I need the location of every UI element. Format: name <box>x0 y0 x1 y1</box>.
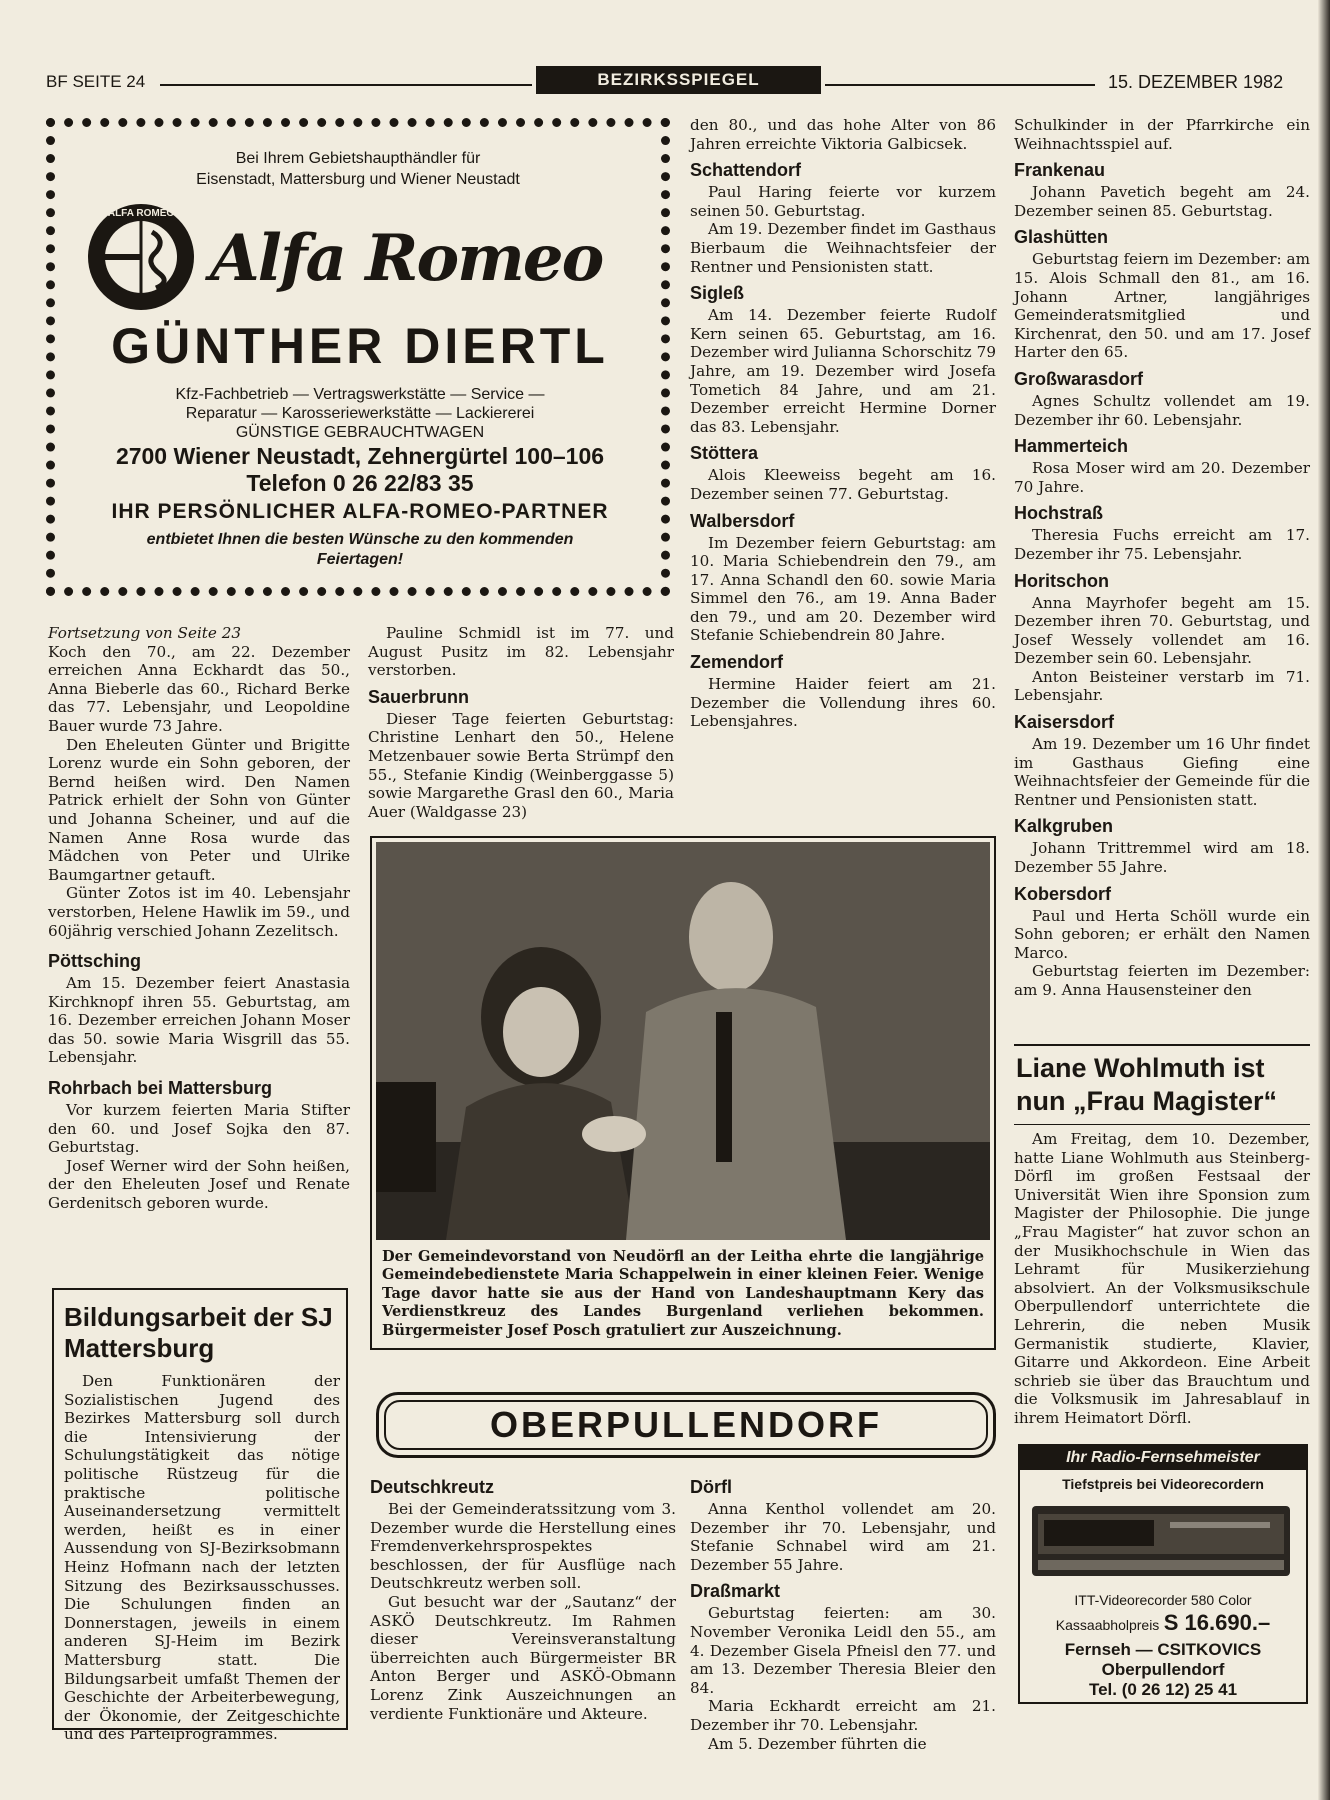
op-p1: Bei der Gemeinderatssitzung vom 3. Dezember wurde die Herstellung eines Fremdenverkehrsprospektes beschlossen, der für Ausflüge nach Deutschkreutz werben soll. <box>370 1500 676 1593</box>
liane-paragraph: Am Freitag, dem 10. Dezember, hatte Liane Wohlmuth aus Steinberg-Dörfl im großen Festsaal der Universität Wien ihre Sponsion zum Magister der Philosophie. Die junge „Frau Magister“ hat zuvor schon an der Musikhochschule in Wien das Lehramt für Musikerziehung absolviert. An der Volksmusikschule Oberpullendorf unterrichtete die Lehrerin, die neben Musik Germanistik studierte, Klavier, Gitarre und Akkordeon. Eine Arbeit schrieb sie über das Brauchtum und die Volksmusik im Jahresablauf in ihrem Heimatort Dörfl. <box>1014 1130 1310 1427</box>
col3-p7: Hermine Haider feiert am 21. Dezember die Vollendung ihres 60. Lebensjahres. <box>690 675 996 731</box>
oberpullendorf-col-a <box>370 1476 676 1723</box>
radio-ad-model: ITT-Videorecorder 580 Color <box>1074 1592 1252 1608</box>
col1-p5: Vor kurzem feierten Maria Stifter den 60. und Josef Sojka den 87. Geburtstag. <box>48 1101 350 1157</box>
radio-ad-town: Oberpullendorf <box>1101 1660 1225 1679</box>
col5-p12: Geburtstag feierten im Dezember: am 9. Anna Hausensteiner den <box>1014 962 1310 999</box>
op-p3: Anna Kenthol vollendet am 20. Dezember ihr 70. Lebensjahr, und Stefanie Schnabel wird am 21. Dezember 55 Jahre. <box>690 1500 996 1574</box>
heading-kalkgruben: Kalkgruben <box>1014 816 1114 837</box>
col1-p6: Josef Werner wird der Sohn heißen, der den Eheleuten Josef und Renate Gerdenitsch geboren wurde. <box>48 1156 350 1213</box>
sj-title: Bildungsarbeit der SJ Mattersburg <box>64 1302 333 1363</box>
col3-p3: Am 19. Dezember findet im Gasthaus Bierbaum die Weihnachtsfeier der Rentner und Pensionisten statt. <box>690 220 996 276</box>
heading-grosswarasdorf: Großwarasdorf <box>1014 368 1144 389</box>
ad-intro <box>120 148 596 190</box>
op-p2: Gut besucht war der „Sautanz“ der ASKÖ Deutschkreutz. Im Rahmen dieser Vereinsveranstaltung überreichten auch Bürgermeister BR Anton Berger und ASKÖ-Obmann Lorenz Zink Auszeichnungen an verdiente Funktionäre und Akteure. <box>370 1592 676 1723</box>
svg-text:ALFA ROMEO: ALFA ROMEO <box>107 208 175 219</box>
col5-p10: Johann Trittremmel wird am 18. Dezember 55 Jahre. <box>1014 839 1310 877</box>
col5-p2: Johann Pavetich begeht am 24. Dezember seinen 85. Geburtstag. <box>1014 183 1310 220</box>
heading-kobersdorf: Kobersdorf <box>1014 883 1112 904</box>
oberpullendorf-col-b <box>690 1476 996 1753</box>
heading-hammerteich: Hammerteich <box>1014 436 1129 457</box>
col5-p5: Rosa Moser wird am 20. Dezember 70 Jahre. <box>1014 459 1310 496</box>
col5-p8: Anton Beisteiner verstarb im 71. Lebensjahr. <box>1014 667 1310 705</box>
col3-p4: Am 14. Dezember feierte Rudolf Kern seinen 65. Geburtstag, am 16. Dezember wird Julianna Schorschitz 79 Jahre, am 19. Dezember wird Josefa Tometich 84 Jahre, und am 21. Dezember erreicht Hermine Dorner das 83. Lebensjahr. <box>690 306 996 436</box>
sj-paragraph: Den Funktionären der Sozialistischen Jugend des Bezirkes Mattersburg soll durch die Intensivierung der Schulungstätigkeit das nötige politische Rüstzeug für die praktische politische Auseinandersetzung vermittelt werden, heißt es in einer Aussendung von SJ-Bezirksobmann Heinz Hofmann nach der letzten Sitzung des Bezirksausschusses. Die Schulungen finden an Donnerstagen, jeweils in einem anderen SJ-Heim im Bezirk Mattersburg statt. Die Bildungsarbeit umfaßt Themen der Geschichte der Arbeiterbewegung, der Ökonomie, der Zeitgeschichte und des Parteiprogrammes. <box>64 1372 340 1744</box>
col5-p11: Paul und Herta Schöll wurde ein Sohn geboren; er erhält den Namen Marco. <box>1014 906 1310 962</box>
col5-p3: Geburtstag feiern im Dezember: am 15. Alois Schmall den 81., am 16. Johann Artner, langjähriges Gemeinderatsmitglied und Kirchenrat, den 50. und am 17. Josef Harter den 65. <box>1014 250 1310 362</box>
col3-p1: den 80., und das hohe Alter von 86 Jahren erreichte Viktoria Galbicsek. <box>690 116 996 153</box>
dealer-name: GÜNTHER DIERTL <box>111 318 609 374</box>
heading-poettsching: Pöttsching <box>48 951 141 972</box>
photo-handshake <box>376 842 990 1240</box>
heading-frankenau: Frankenau <box>1014 160 1106 181</box>
col5-p6: Theresia Fuchs erreicht am 17. Dezember ihr 75. Lebensjahr. <box>1014 526 1310 563</box>
col2-p1: Pauline Schmidl ist im 77. und August Pusitz im 82. Lebensjahr verstorben. <box>368 624 674 680</box>
heading-sauerbrunn: Sauerbrunn <box>368 686 470 707</box>
ad-intro-line2: Eisenstadt, Mattersburg und Wiener Neustadt <box>196 171 520 188</box>
heading-rohrbach: Rohrbach bei Mattersburg <box>48 1078 273 1099</box>
liane-text <box>1014 1130 1310 1428</box>
ad-intro-line1: Bei Ihrem Gebietshaupthändler für <box>235 150 481 167</box>
ad-phone: Telefon 0 26 22/83 35 <box>246 470 474 496</box>
col1-p1: Koch den 70., am 22. Dezember erreichen Anna Eckhardt das 50., Anna Bieberle das 60., Richard Berke das 77. Lebensjahr, und Leopoldine Bauer wurde 73 Jahre. <box>48 642 350 735</box>
op-p4: Geburtstag feierten: am 30. November Veronika Leidl den 55., am 4. Dezember Gisela Pfneisl den 77. und am 13. Dezember Theresia Bleier den 84. <box>690 1604 996 1697</box>
heading-doerfl: Dörfl <box>690 1477 732 1497</box>
ad-wishes <box>86 530 634 570</box>
header-rule-right <box>825 84 1095 86</box>
oberpullendorf-title: OBERPULLENDORF <box>490 1404 882 1445</box>
radio-ad-price-label: Kassaabholpreis <box>1055 1617 1160 1633</box>
radio-ad-shop-name: Fernseh — CSITKOVICS <box>1064 1640 1262 1659</box>
op-p5: Maria Eckhardt erreicht am 21. Dezember ihr 70. Lebensjahr. <box>690 1697 996 1734</box>
radio-ad-price: S 16.690.– <box>1163 1610 1271 1635</box>
radio-ad-header: Ihr Radio-Fernsehmeister <box>1020 1446 1306 1470</box>
col1-p4: Am 15. Dezember feiert Anastasia Kirchknopf ihren 55. Geburtstag, am 16. Dezember erreichen Johann Moser das 50. sowie Maria Wisgrill das 55. Lebensjahr. <box>48 974 350 1067</box>
radio-ad-shop <box>1020 1640 1306 1700</box>
section-title: BEZIRKSSPIEGEL <box>536 66 821 94</box>
heading-horitschon: Horitschon <box>1014 570 1110 591</box>
sj-text <box>64 1372 340 1744</box>
heading-deutschkreutz: Deutschkreutz <box>370 1477 495 1497</box>
op-p6: Am 5. Dezember führten die <box>708 1734 927 1753</box>
liane-title: Liane Wohlmuth ist nun „Frau Magister“ <box>1016 1053 1278 1116</box>
radio-ad-price-row <box>1020 1610 1306 1636</box>
column-3-top <box>690 116 996 731</box>
ad-wishes-line2: Feiertagen! <box>316 551 404 568</box>
heading-walbersdorf: Walbersdorf <box>690 510 795 531</box>
col3-p5: Alois Kleeweiss begeht am 16. Dezember seinen 77. Geburtstag. <box>690 466 996 503</box>
continuation-note: Fortsetzung von Seite 23 <box>48 624 242 642</box>
ad-services <box>88 385 632 442</box>
radio-ad-tel: Tel. (0 26 12) 25 41 <box>1088 1680 1238 1699</box>
col5-p9: Am 19. Dezember um 16 Uhr findet im Gasthaus Giefing eine Weihnachtsfeier der Gemeinde für die Rentner und Pensionisten statt. <box>1014 735 1310 809</box>
col2-p2: Dieser Tage feierten Geburtstag: Christine Lenhart den 50., Helene Metzenbauer sowie Berta Strümpf den 55., Stefanie Kindig (Weinberggasse 5) sowie Margarethe Grasl den 60., Maria Auer (Waldgasse 23) <box>368 709 674 821</box>
ad-services-line1: Kfz-Fachbetrieb — Vertragswerkstätte — Service — <box>175 386 545 403</box>
heading-schattendorf: Schattendorf <box>690 160 802 181</box>
col1-p2: Den Eheleuten Günter und Brigitte Lorenz wurde ein Sohn geboren, der Bernd heißen wird. Den Namen Patrick erhielt der Sohn von Günter und Johanna Scheiner, und auf die Namen Anne Rosa wurde das Mädchen von Peter und Ulrike Baumgartner getauft. <box>48 735 350 884</box>
heading-stoettera: Stöttera <box>690 443 759 464</box>
column-2-top <box>368 624 674 821</box>
col5-p1: Schulkinder in der Pfarrkirche ein Weihnachtsspiel auf. <box>1014 116 1310 153</box>
col1-p3: Günter Zotos ist im 40. Lebensjahr verstorben, Helene Hawlik im 59., und 60jährig verschied Johann Zezelitsch. <box>48 884 350 940</box>
page-edge-shadow <box>1318 0 1330 1800</box>
ad-services-line3: GÜNSTIGE GEBRAUCHTWAGEN <box>235 424 485 441</box>
ad-address: 2700 Wiener Neustadt, Zehnergürtel 100–106 <box>115 443 605 469</box>
page-number: BF SEITE 24 <box>46 72 146 91</box>
heading-kaisersdorf: Kaisersdorf <box>1014 712 1115 733</box>
col5-p7: Anna Mayrhofer begeht am 15. Dezember ihren 70. Geburtstag, und Josef Wessely vollendet am 16. Dezember sein 60. Lebensjahr. <box>1014 593 1310 668</box>
col3-p6: Im Dezember feiern Geburtstag: am 10. Maria Schiebendrein den 79., am 17. Anna Schandl den 60. sowie Maria Simmel den 76., am 19. Anna Bader den 79., und am 20. Dezember wird Stefanie Schiebendrein 80 Jahre. <box>690 533 996 645</box>
liane-title-rule <box>1014 1124 1310 1125</box>
heading-sigless: Sigleß <box>690 283 745 304</box>
column-5 <box>1014 116 1310 1000</box>
alfa-romeo-logo <box>86 202 196 312</box>
alfa-romeo-script-logo: Alfa Romeo <box>210 221 603 296</box>
col5-p4: Agnes Schultz vollendet am 19. Dezember ihr 60. Lebensjahr. <box>1014 391 1310 429</box>
header-rule-left <box>160 84 532 86</box>
ad-services-line2: Reparatur — Karosseriewerkstätte — Lackiererei <box>185 405 535 422</box>
photo-caption: Der Gemeindevorstand von Neudörfl an der Leitha ehrte die langjährige Gemeindebedienstete Maria Schappelwein in einer kleinen Feier. Wenige Tage davor hatte sie aus der Hand von Landeshauptmann Kery das Verdienstkreuz des Landes Burgenland verliehen bekommen. Bürgermeister Josef Posch gratuliert zur Auszeichnung. <box>382 1248 984 1339</box>
col3-p2: Paul Haring feierte vor kurzem seinen 50. Geburtstag. <box>690 183 996 220</box>
videorecorder-image <box>1030 1500 1292 1584</box>
ad-partner: IHR PERSÖNLICHER ALFA-ROMEO-PARTNER <box>111 500 609 523</box>
column-1 <box>48 624 350 1213</box>
radio-ad-line1: Tiefstpreis bei Videorecordern <box>1062 1476 1264 1492</box>
page-date: 15. DEZEMBER 1982 <box>1108 72 1284 92</box>
heading-hochstrass: Hochstraß <box>1014 503 1104 524</box>
heading-drassmarkt: Draßmarkt <box>690 1581 781 1602</box>
heading-glashuetten: Glashütten <box>1014 227 1109 248</box>
heading-zemendorf: Zemendorf <box>690 652 784 673</box>
liane-top-rule <box>1014 1044 1310 1046</box>
ad-wishes-line1: entbietet Ihnen die besten Wünsche zu den kommenden <box>146 531 574 548</box>
